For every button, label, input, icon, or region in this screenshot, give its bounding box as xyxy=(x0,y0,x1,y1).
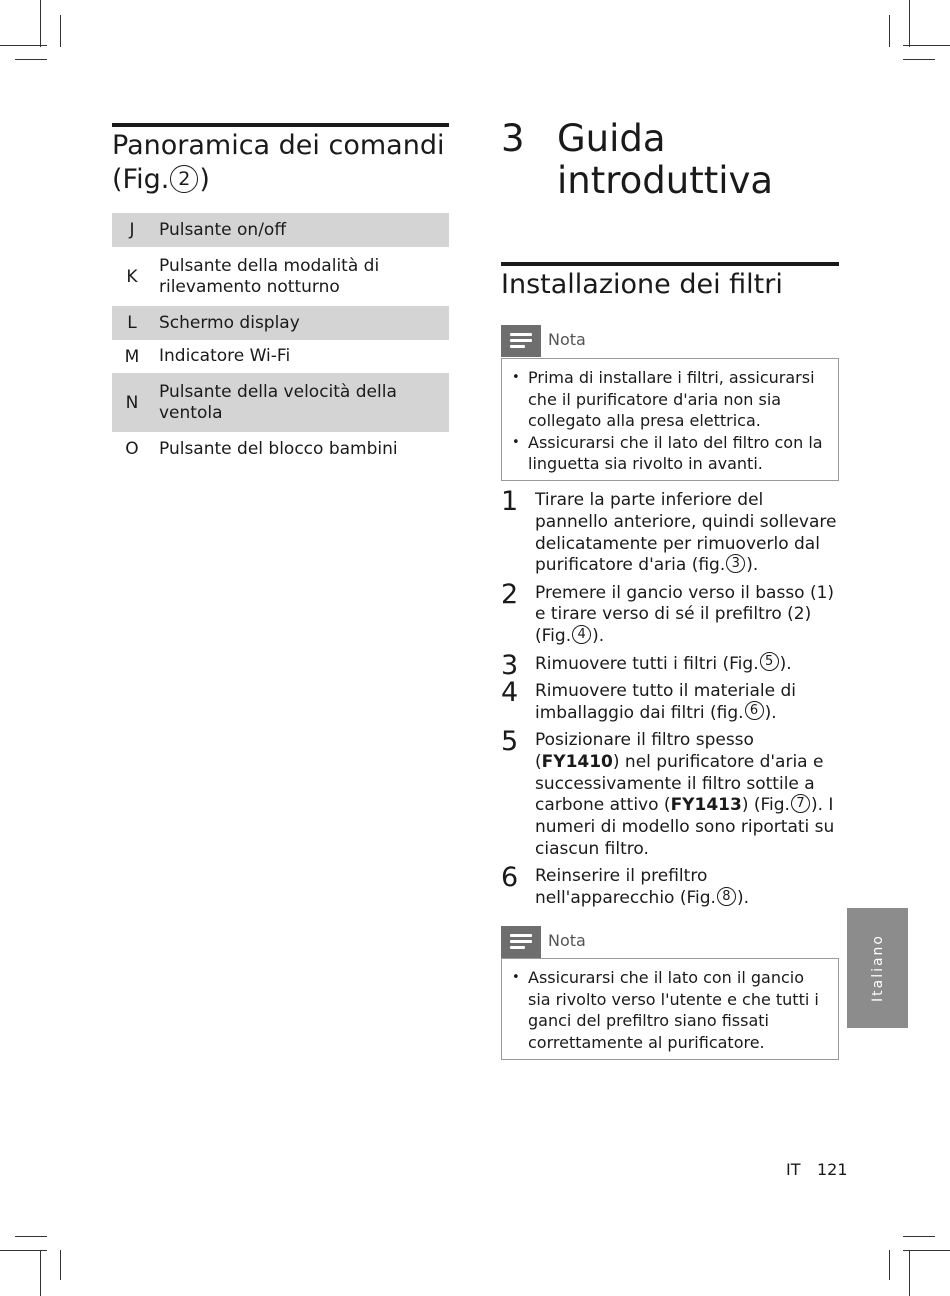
step-text-end: ). xyxy=(736,888,749,909)
list-item xyxy=(501,578,841,648)
note-list xyxy=(502,959,838,1059)
step-text: Rimuovere tutto il materiale di imballaggio dai filtri (fig. xyxy=(535,680,797,723)
table-row xyxy=(112,340,449,373)
chapter-number: 3 xyxy=(501,117,525,160)
fig-ref-circle: 6 xyxy=(745,701,764,720)
chapter-title-line1: Guida xyxy=(557,117,666,160)
control-label: Indicatore Wi-Fi xyxy=(159,346,291,366)
page-number: 121 xyxy=(817,1160,848,1179)
note-header xyxy=(501,926,839,958)
step-text: Rimuovere tutti i filtri (Fig. xyxy=(535,653,759,674)
step-number: 6 xyxy=(501,862,519,894)
language-tab-label: Italiano xyxy=(869,934,886,1002)
fig-ref-circle: 4 xyxy=(572,625,591,644)
control-label: Pulsante on/off xyxy=(152,213,449,247)
table-row xyxy=(112,432,449,466)
note-label: Nota xyxy=(548,931,586,950)
note-item: • Assicurarsi che il lato con il gancio sia rivolto verso l'utente e che tutti i ganci del prefiltro siano fissati correttamente al purificatore. xyxy=(528,967,830,1053)
list-item xyxy=(501,676,841,725)
controls-table xyxy=(112,213,449,466)
step-text: ) nel purificatore d'aria e successivamente il filtro sottile a carbone attivo ( xyxy=(535,751,824,816)
section-rule-right xyxy=(501,262,839,266)
fig-ref-circle: 7 xyxy=(791,794,810,813)
step-text-end: ). xyxy=(746,555,759,576)
step-text: Reinserire il prefiltro nell'apparecchio (Fig. xyxy=(535,866,716,909)
fig-ref-circle: 2 xyxy=(170,165,198,193)
steps-list xyxy=(501,486,841,915)
step-text: Posizionare il filtro spesso ( xyxy=(535,729,754,772)
table-row xyxy=(112,213,449,247)
fig-ref-circle: 8 xyxy=(717,887,736,906)
step-text: Premere il gancio verso il basso (1) e tirare verso di sé il prefiltro (2) (Fig. xyxy=(535,582,835,647)
list-item xyxy=(501,725,841,861)
list-item xyxy=(501,862,841,910)
control-label: Pulsante del blocco bambini xyxy=(159,438,398,459)
title-line2-prefix: (Fig. xyxy=(112,164,170,195)
footer-language: IT xyxy=(786,1160,801,1179)
controls-overview-title xyxy=(112,129,452,197)
model-number: FY1410 xyxy=(541,751,613,772)
table-row xyxy=(112,247,449,306)
note-lines-icon xyxy=(501,926,541,958)
step-text-end: ). xyxy=(779,653,792,674)
step-text: Tirare la parte inferiore del pannello anteriore, quindi sollevare delicatamente per rimuoverlo dal purificatore d'aria (fig. xyxy=(535,490,837,576)
step-number: 2 xyxy=(501,578,519,610)
chapter-title-line2: introduttiva xyxy=(557,159,774,202)
list-item xyxy=(501,486,841,577)
control-key: L xyxy=(112,306,152,340)
note-label: Nota xyxy=(548,330,586,349)
section-rule-left xyxy=(112,123,449,127)
chapter-title xyxy=(557,118,773,202)
control-key: N xyxy=(112,373,152,432)
control-key: J xyxy=(112,213,152,247)
control-label: Pulsante della velocità della ventola xyxy=(152,373,449,432)
note-header xyxy=(501,325,839,357)
section-title: Installazione dei filtri xyxy=(501,269,783,300)
note-item: • Prima di installare i filtri, assicurarsi che il purificatore d'aria non sia collegato alla presa elettrica. xyxy=(528,367,830,432)
table-row xyxy=(112,373,449,432)
title-line2-suffix: ) xyxy=(199,164,210,195)
step-text-end: ). I numeri di modello sono riportati su ciascun filtro. xyxy=(535,795,835,859)
step-number: 4 xyxy=(501,676,519,708)
model-number: FY1413 xyxy=(670,795,742,816)
note-box xyxy=(501,358,839,481)
step-number: 1 xyxy=(501,486,519,517)
control-label: Pulsante della modalità di rilevamento notturno xyxy=(159,255,380,297)
note-list xyxy=(502,359,838,481)
note-lines-icon xyxy=(501,325,541,357)
fig-ref-circle: 5 xyxy=(760,652,779,671)
step-text-end: ). xyxy=(592,626,605,647)
control-key: O xyxy=(125,439,139,459)
step-text: ) (Fig. xyxy=(741,795,790,816)
step-text-end: ). xyxy=(764,702,777,723)
language-tab xyxy=(847,908,908,1028)
control-key: M xyxy=(124,346,140,367)
note-item: • Assicurarsi che il lato del filtro con la linguetta sia rivolto in avanti. xyxy=(528,432,830,475)
step-number: 5 xyxy=(501,725,519,757)
table-row xyxy=(112,306,449,340)
list-item xyxy=(501,649,841,681)
control-key: K xyxy=(126,266,138,287)
title-line1: Panoramica dei comandi xyxy=(112,130,445,161)
control-label: Schermo display xyxy=(152,306,449,340)
note-box xyxy=(501,958,839,1060)
fig-ref-circle: 3 xyxy=(726,554,745,573)
step-number: 3 xyxy=(501,649,519,681)
